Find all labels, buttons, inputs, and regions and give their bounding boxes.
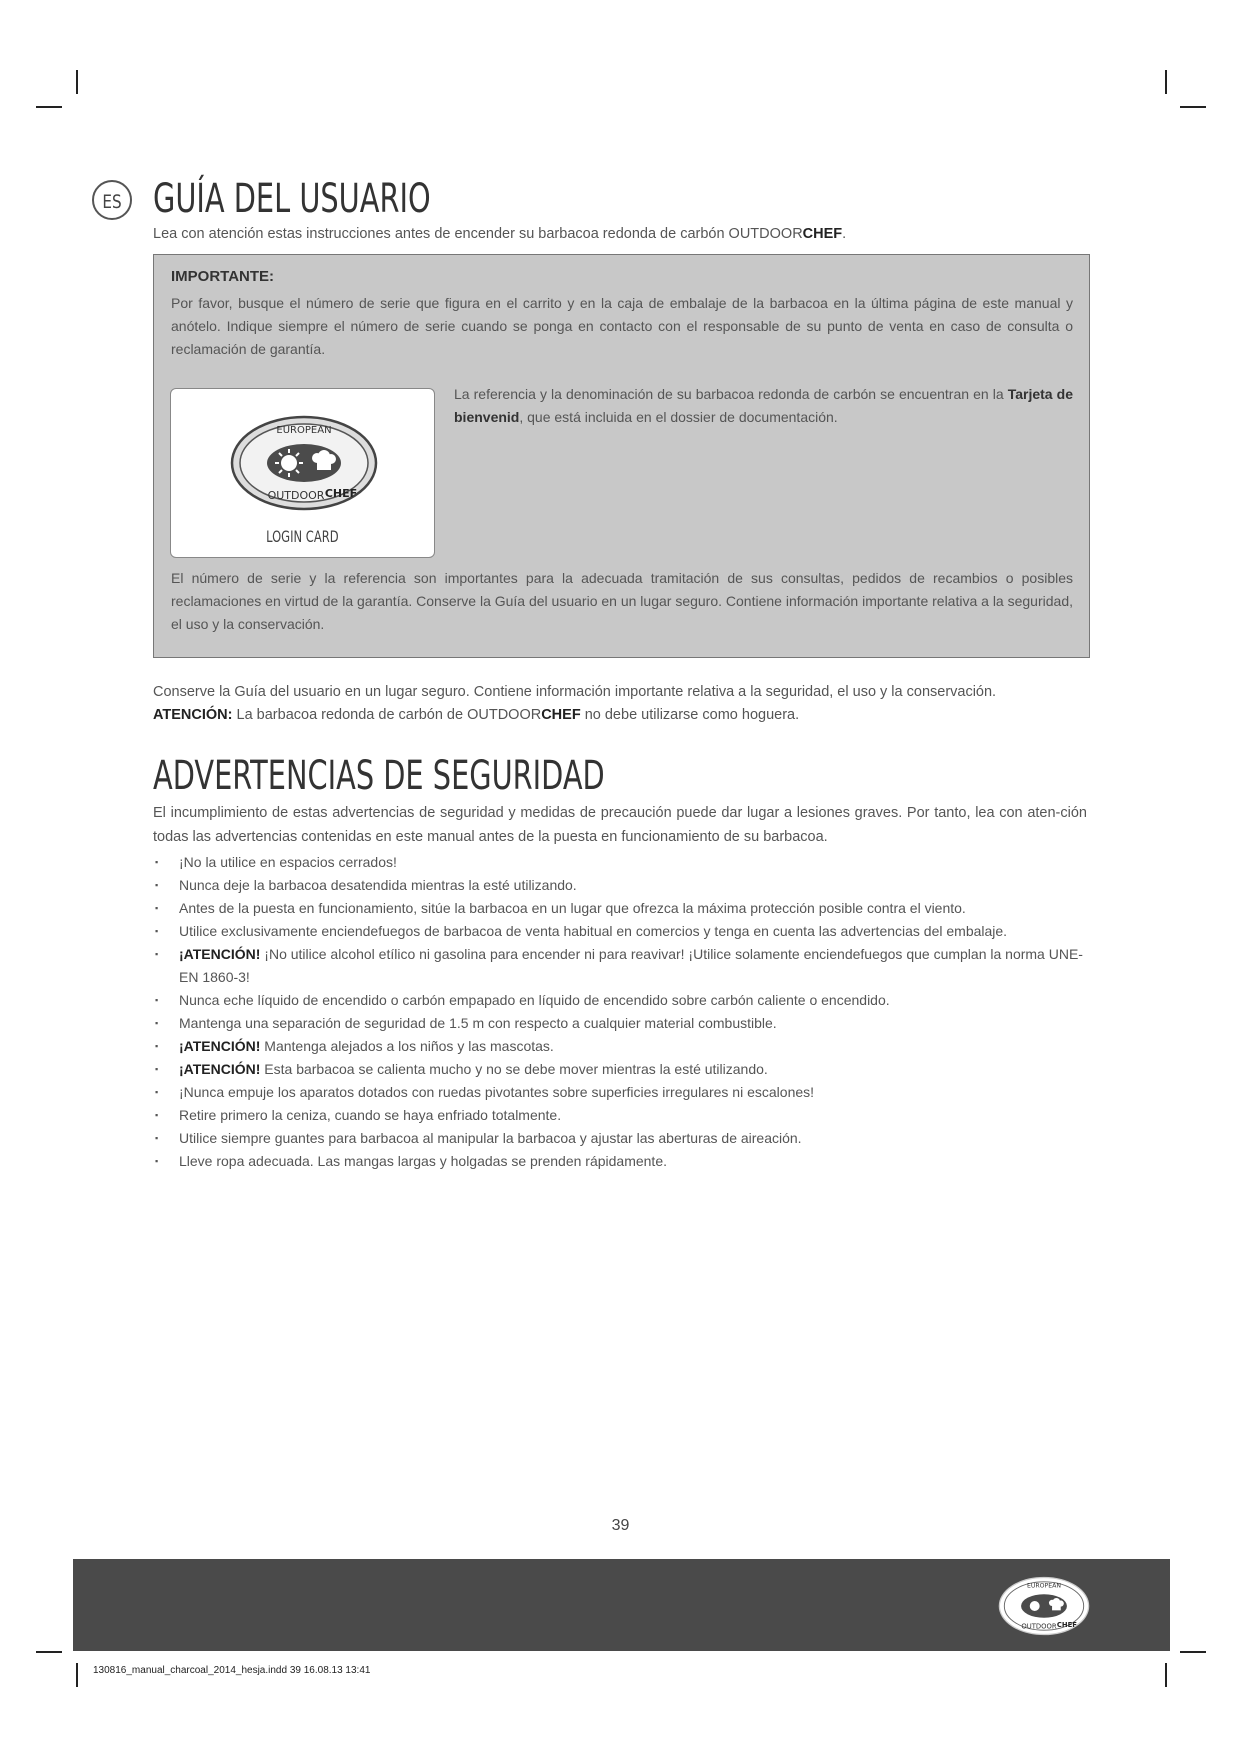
attention-label: ATENCIÓN: [153,707,233,723]
attention-text: ATENCIÓN: La barbacoa redonda de carbón de OUTDOORCHEF no debe utilizarse como hoguera. [153,707,800,723]
safety-intro: El incumplimiento de estas advertencias de seguridad y medidas de precaución puede dar lugar a lesiones graves. Por tanto, lea con aten-ción todas las advertencias contenidas en este manual antes de la puesta en funcionamiento de su barbacoa. [153,805,1087,845]
login-card-label: LOGIN CARD [266,527,339,546]
safety-item: ▪ Antes de la puesta en funcionamiento, sitúe la barbacoa en un lugar que ofrezca la máxima protección posible contra el viento. [153,897,1093,920]
brand-name: CHEF [802,226,843,242]
page-title: GUÍA DEL USUARIO [153,176,431,222]
crop-mark [36,1651,62,1653]
crop-mark [1180,106,1206,108]
crop-mark [1165,1663,1167,1687]
crop-mark [1165,70,1167,94]
warning-label: ¡ATENCIÓN! [179,946,261,962]
important-box [153,254,1090,658]
brand-name: CHEF [541,707,581,723]
safety-item: ▪ Utilice siempre guantes para barbacoa al manipular la barbacoa y ajustar las aberturas de aireación. [153,1127,1093,1150]
safety-item: ▪ Nunca deje la barbacoa desatendida mientras la esté utilizando. [153,874,1093,897]
safety-item: ▪ Lleve ropa adecuada. Las mangas largas y holgadas se prenden rápidamente. [153,1150,1093,1173]
logo-bottom-text: OUTDOOR [267,489,325,502]
safety-item: ▪ ¡ATENCIÓN! ¡No utilice alcohol etílico ni gasolina para encender ni para reavivar! ¡Utilice solamente enciendefuegos que cumplan la norma UNE-EN 1860-3! [153,943,1093,989]
warning-label: ¡ATENCIÓN! [179,1061,261,1077]
safety-item: ▪ Utilice exclusivamente enciendefuegos de barbacoa de venta habitual en comercios y tenga en cuenta las advertencias del embalaje. [153,920,1093,943]
language-badge [92,180,132,220]
footer-logo-brand-text: CHEF [1056,1621,1077,1630]
safety-item: ▪ ¡No la utilice en espacios cerrados! [153,851,1093,874]
footer-logo-top-text: EUROPEAN [1026,1582,1062,1590]
safety-item: ▪ ¡ATENCIÓN! Esta barbacoa se calienta mucho y no se debe mover mientras la esté utilizando. [153,1058,1093,1081]
footer-bar [73,1559,1170,1651]
logo-brand-text: CHEF [324,487,358,500]
outdoorchef-logo [229,413,379,513]
footer-logo-bottom-text: OUTDOOR [1021,1622,1057,1631]
serial-number-text: El número de serie y la referencia son importantes para la adecuada tramitación de sus consultas, pedidos de recambios o posibles reclamaciones en virtud de la garantía. Conserve la Guía del usuario en un lugar seguro. Contiene información importante relativa a la seguridad, el uso y la conservación. [171,570,1073,632]
section-title: ADVERTENCIAS DE SEGURIDAD [153,753,605,799]
safety-item: ▪ Mantenga una separación de seguridad de 1.5 m con respecto a cualquier material combustible. [153,1012,1093,1035]
crop-mark [1180,1651,1206,1653]
warning-label: ¡ATENCIÓN! [179,1038,261,1054]
language-code: ES [102,191,122,213]
important-title: IMPORTANTE: [171,268,275,285]
login-card [170,388,435,558]
safety-item: ▪ ¡Nunca empuje los aparatos dotados con ruedas pivotantes sobre superficies irregulares ni escalones! [153,1081,1093,1104]
file-info: 130816_manual_charcoal_2014_hesja.indd 39 16.08.13 13:41 [93,1665,371,1676]
intro-text: Lea con atención estas instrucciones antes de encender su barbacoa redonda de carbón OUTDOORCHEF. [153,226,847,242]
safety-item: ▪ ¡ATENCIÓN! Mantenga alejados a los niños y las mascotas. [153,1035,1093,1058]
safety-list [153,851,1093,1173]
welcome-card-name: Tarjeta de bienvenid [454,386,1073,425]
safety-item: ▪ Nunca eche líquido de encendido o carbón empapado en líquido de encendido sobre carbón caliente o encendido. [153,989,1093,1012]
reference-text: La referencia y la denominación de su barbacoa redonda de carbón se encuentran en la Tarjeta de bienvenid, que está incluida en el dossier de documentación. [454,386,1073,425]
keep-guide-text: Conserve la Guía del usuario en un lugar seguro. Contiene información importante relativa a la seguridad, el uso y la conservación. [153,684,997,700]
outdoorchef-footer-logo [997,1575,1091,1637]
page-number: 39 [611,1517,630,1534]
crop-mark [76,70,78,94]
crop-mark [76,1663,78,1687]
logo-top-text: EUROPEAN [276,425,332,436]
safety-item: ▪ Retire primero la ceniza, cuando se haya enfriado totalmente. [153,1104,1093,1127]
crop-mark [36,106,62,108]
important-text: Por favor, busque el número de serie que figura en el carrito y en la caja de embalaje de la barbacoa en la última página de este manual y anótelo. Indique siempre el número de serie cuando se ponga en contacto con el responsable de su punto de venta en caso de consulta o reclamación de garantía. [171,295,1073,357]
